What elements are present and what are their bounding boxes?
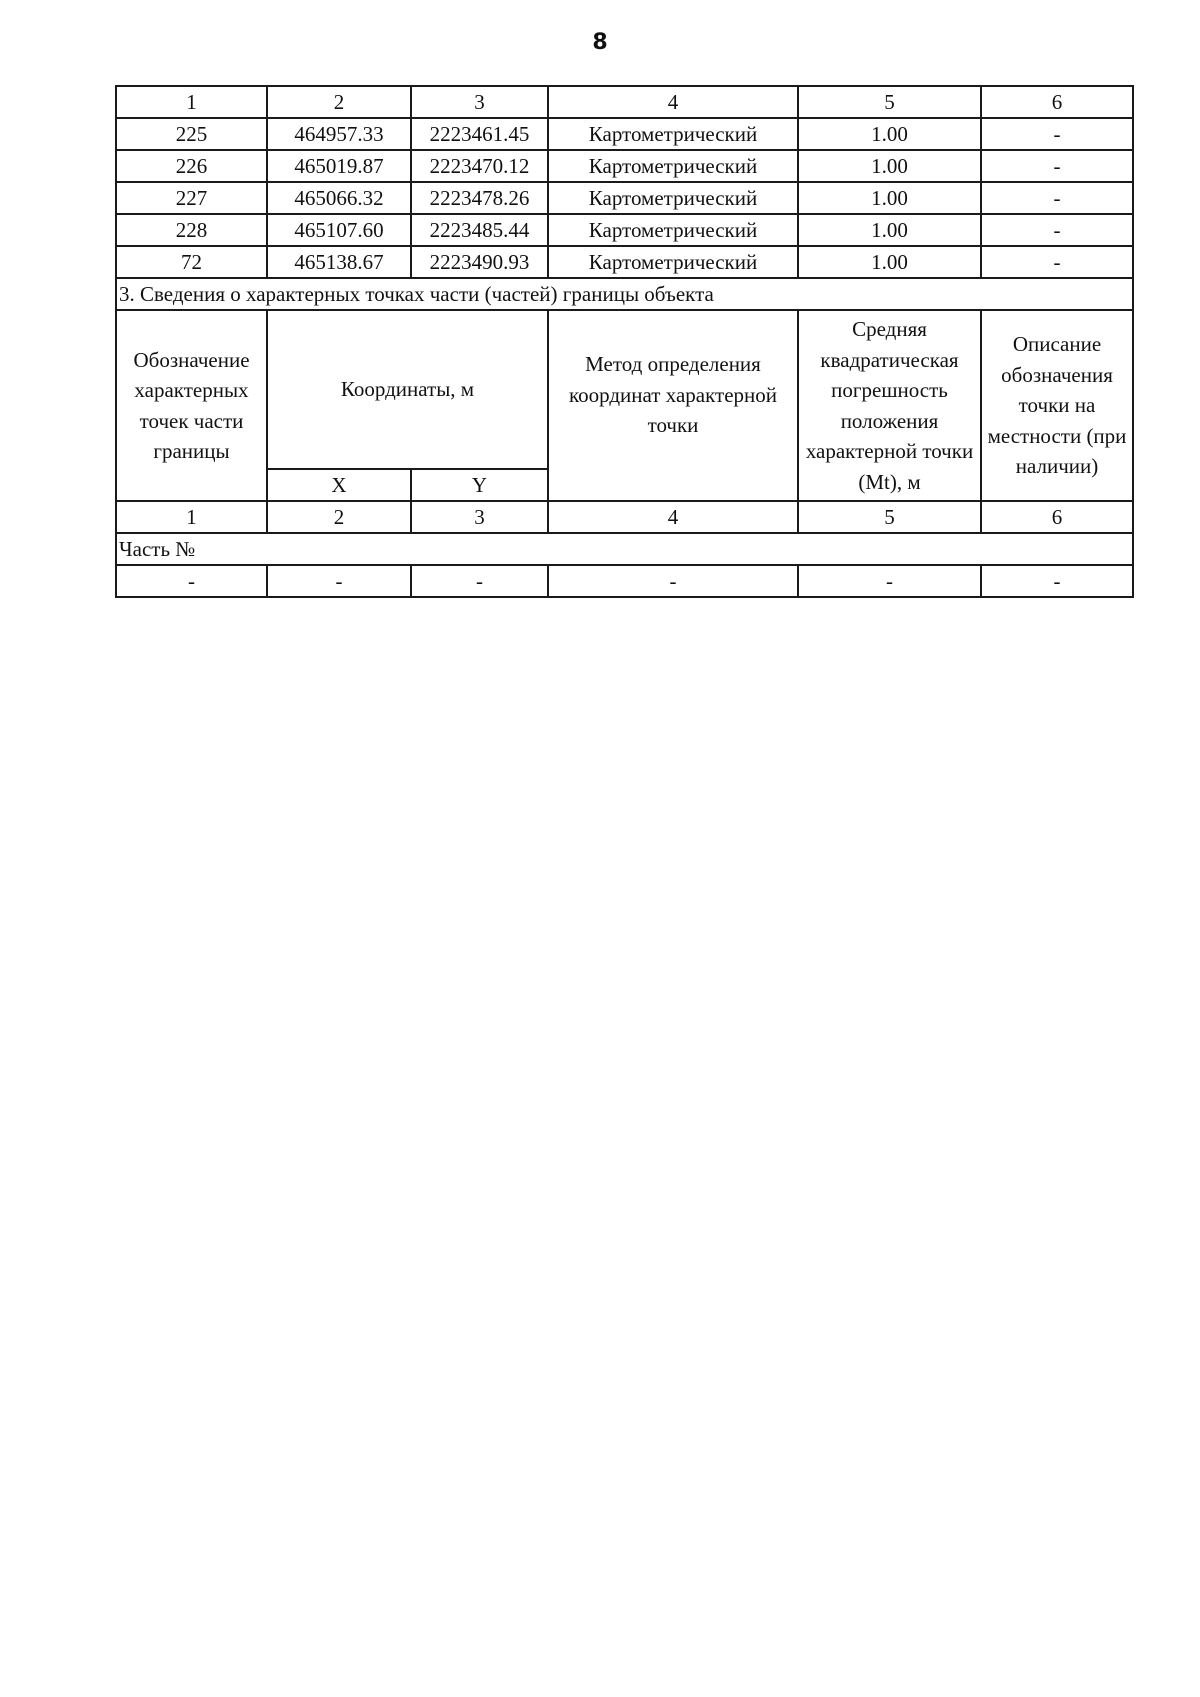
y-coordinate-cell: 2223490.93 — [411, 246, 548, 278]
description-cell: - — [981, 150, 1133, 182]
description-cell: - — [981, 182, 1133, 214]
table-row — [116, 246, 1133, 278]
empty-cell: - — [411, 565, 548, 597]
column-number: 5 — [798, 86, 981, 118]
column-number: 3 — [411, 86, 548, 118]
method-cell: Картометрический — [548, 118, 798, 150]
part-label-row — [116, 533, 1133, 565]
table-row — [116, 118, 1133, 150]
column-number: 1 — [116, 501, 267, 533]
section-title: 3. Сведения о характерных точках части (частей) границы объекта — [116, 278, 1133, 310]
header-x: X — [267, 469, 411, 501]
method-cell: Картометрический — [548, 182, 798, 214]
header-description: Описание обозначения точки на местности (при наличии) — [981, 310, 1133, 501]
point-id-cell: 227 — [116, 182, 267, 214]
section-header-row — [116, 310, 1133, 469]
column-number: 1 — [116, 86, 267, 118]
column-number: 4 — [548, 86, 798, 118]
x-coordinate-cell: 465019.87 — [267, 150, 411, 182]
description-cell: - — [981, 118, 1133, 150]
part-label: Часть № — [116, 533, 1133, 565]
header-point-designation: Обозначение характерных точек части границы — [116, 310, 267, 501]
column-number: 6 — [981, 86, 1133, 118]
x-coordinate-cell: 465107.60 — [267, 214, 411, 246]
section-title-row — [116, 278, 1133, 310]
y-coordinate-cell: 2223461.45 — [411, 118, 548, 150]
description-cell: - — [981, 214, 1133, 246]
point-id-cell: 226 — [116, 150, 267, 182]
table-row — [116, 182, 1133, 214]
x-coordinate-cell: 465066.32 — [267, 182, 411, 214]
error-cell: 1.00 — [798, 214, 981, 246]
empty-cell: - — [267, 565, 411, 597]
point-id-cell: 72 — [116, 246, 267, 278]
column-number: 4 — [548, 501, 798, 533]
header-mean-square-error: Средняя квадратическая погрешность положения характерной точки (Mt), м — [798, 310, 981, 501]
x-coordinate-cell: 465138.67 — [267, 246, 411, 278]
column-number: 2 — [267, 501, 411, 533]
column-number-row — [116, 501, 1133, 533]
point-id-cell: 225 — [116, 118, 267, 150]
y-coordinate-cell: 2223470.12 — [411, 150, 548, 182]
table-row — [116, 150, 1133, 182]
table-row — [116, 565, 1133, 597]
y-coordinate-cell: 2223485.44 — [411, 214, 548, 246]
error-cell: 1.00 — [798, 118, 981, 150]
error-cell: 1.00 — [798, 182, 981, 214]
column-number: 6 — [981, 501, 1133, 533]
header-coordinates: Координаты, м — [267, 310, 548, 469]
header-method: Метод определения координат характерной точки — [548, 310, 798, 501]
method-cell: Картометрический — [548, 214, 798, 246]
coordinates-table — [115, 85, 1134, 598]
method-cell: Картометрический — [548, 246, 798, 278]
table-row — [116, 214, 1133, 246]
column-number: 2 — [267, 86, 411, 118]
empty-cell: - — [798, 565, 981, 597]
method-cell: Картометрический — [548, 150, 798, 182]
column-number: 3 — [411, 501, 548, 533]
description-cell: - — [981, 246, 1133, 278]
error-cell: 1.00 — [798, 246, 981, 278]
column-number: 5 — [798, 501, 981, 533]
column-number-row — [116, 86, 1133, 118]
page-number: 8 — [592, 30, 608, 55]
point-id-cell: 228 — [116, 214, 267, 246]
x-coordinate-cell: 464957.33 — [267, 118, 411, 150]
error-cell: 1.00 — [798, 150, 981, 182]
y-coordinate-cell: 2223478.26 — [411, 182, 548, 214]
empty-cell: - — [981, 565, 1133, 597]
empty-cell: - — [548, 565, 798, 597]
empty-cell: - — [116, 565, 267, 597]
header-y: Y — [411, 469, 548, 501]
